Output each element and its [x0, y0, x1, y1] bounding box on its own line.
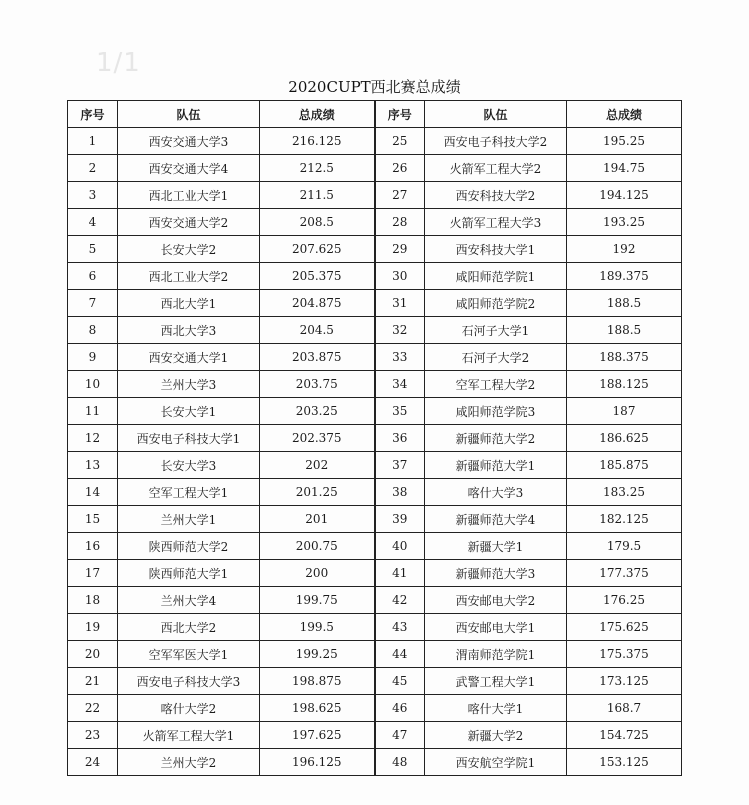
cell-team-left: 西北大学2 — [118, 614, 260, 641]
cell-team-left: 西安交通大学2 — [118, 209, 260, 236]
cell-team-right: 渭南师范学院1 — [425, 641, 567, 668]
cell-score-right: 175.375 — [567, 641, 682, 668]
cell-score-right: 194.75 — [567, 155, 682, 182]
table-row — [68, 452, 682, 479]
cell-score-left: 202 — [260, 452, 375, 479]
cell-rank-left: 17 — [68, 560, 118, 587]
cell-rank-left: 7 — [68, 290, 118, 317]
cell-team-right: 西安科技大学1 — [425, 236, 567, 263]
cell-score-right: 194.125 — [567, 182, 682, 209]
cell-score-left: 216.125 — [260, 128, 375, 155]
cell-rank-right: 38 — [375, 479, 425, 506]
cell-score-right: 195.25 — [567, 128, 682, 155]
table-row — [68, 317, 682, 344]
cell-rank-left: 3 — [68, 182, 118, 209]
cell-team-left: 空军军医大学1 — [118, 641, 260, 668]
cell-score-right: 188.375 — [567, 344, 682, 371]
cell-rank-right: 34 — [375, 371, 425, 398]
cell-rank-right: 43 — [375, 614, 425, 641]
cell-team-right: 咸阳师范学院2 — [425, 290, 567, 317]
cell-team-left: 西安交通大学4 — [118, 155, 260, 182]
cell-score-right: 189.375 — [567, 263, 682, 290]
cell-score-left: 207.625 — [260, 236, 375, 263]
cell-rank-left: 4 — [68, 209, 118, 236]
table-row — [68, 560, 682, 587]
header-score-left: 总成绩 — [260, 101, 375, 128]
cell-rank-left: 8 — [68, 317, 118, 344]
cell-team-left: 长安大学1 — [118, 398, 260, 425]
cell-team-right: 西安科技大学2 — [425, 182, 567, 209]
cell-rank-right: 30 — [375, 263, 425, 290]
cell-score-left: 198.625 — [260, 695, 375, 722]
results-table — [67, 100, 682, 776]
cell-score-left: 204.5 — [260, 317, 375, 344]
cell-rank-left: 16 — [68, 533, 118, 560]
cell-score-left: 202.375 — [260, 425, 375, 452]
cell-score-right: 182.125 — [567, 506, 682, 533]
cell-team-left: 空军工程大学1 — [118, 479, 260, 506]
cell-rank-left: 5 — [68, 236, 118, 263]
cell-team-right: 新疆师范大学4 — [425, 506, 567, 533]
cell-team-right: 新疆师范大学1 — [425, 452, 567, 479]
cell-team-right: 咸阳师范学院3 — [425, 398, 567, 425]
cell-rank-left: 22 — [68, 695, 118, 722]
cell-rank-right: 31 — [375, 290, 425, 317]
cell-rank-left: 10 — [68, 371, 118, 398]
cell-rank-left: 14 — [68, 479, 118, 506]
cell-rank-left: 9 — [68, 344, 118, 371]
cell-team-left: 兰州大学4 — [118, 587, 260, 614]
cell-score-right: 177.375 — [567, 560, 682, 587]
cell-score-left: 201 — [260, 506, 375, 533]
document-title: 2020CUPT西北赛总成绩 — [288, 78, 461, 96]
cell-team-left: 火箭军工程大学1 — [118, 722, 260, 749]
table-row — [68, 506, 682, 533]
cell-score-left: 203.875 — [260, 344, 375, 371]
header-score-right: 总成绩 — [567, 101, 682, 128]
cell-team-right: 喀什大学1 — [425, 695, 567, 722]
cell-rank-left: 15 — [68, 506, 118, 533]
header-team-left: 队伍 — [118, 101, 260, 128]
table-row — [68, 695, 682, 722]
cell-rank-left: 19 — [68, 614, 118, 641]
cell-score-right: 188.5 — [567, 290, 682, 317]
cell-team-right: 西安邮电大学2 — [425, 587, 567, 614]
cell-score-left: 208.5 — [260, 209, 375, 236]
cell-score-right: 153.125 — [567, 749, 682, 776]
cell-score-right: 173.125 — [567, 668, 682, 695]
cell-team-left: 西安电子科技大学3 — [118, 668, 260, 695]
table-row — [68, 587, 682, 614]
cell-team-left: 长安大学2 — [118, 236, 260, 263]
cell-rank-right: 46 — [375, 695, 425, 722]
cell-team-right: 新疆大学2 — [425, 722, 567, 749]
cell-score-left: 200 — [260, 560, 375, 587]
cell-rank-right: 36 — [375, 425, 425, 452]
table-row — [68, 641, 682, 668]
cell-score-left: 200.75 — [260, 533, 375, 560]
cell-score-right: 154.725 — [567, 722, 682, 749]
cell-team-left: 西安电子科技大学1 — [118, 425, 260, 452]
cell-score-right: 183.25 — [567, 479, 682, 506]
table-row — [68, 182, 682, 209]
table-row — [68, 533, 682, 560]
cell-team-right: 新疆师范大学3 — [425, 560, 567, 587]
cell-team-right: 喀什大学3 — [425, 479, 567, 506]
cell-score-left: 198.875 — [260, 668, 375, 695]
cell-team-right: 西安电子科技大学2 — [425, 128, 567, 155]
cell-rank-left: 2 — [68, 155, 118, 182]
cell-rank-right: 27 — [375, 182, 425, 209]
cell-score-right: 168.7 — [567, 695, 682, 722]
cell-score-left: 199.75 — [260, 587, 375, 614]
cell-rank-right: 32 — [375, 317, 425, 344]
cell-score-right: 175.625 — [567, 614, 682, 641]
header-team-right: 队伍 — [425, 101, 567, 128]
cell-score-left: 199.5 — [260, 614, 375, 641]
cell-rank-left: 6 — [68, 263, 118, 290]
cell-score-right: 186.625 — [567, 425, 682, 452]
cell-team-right: 新疆大学1 — [425, 533, 567, 560]
cell-team-right: 西安航空学院1 — [425, 749, 567, 776]
header-rank-right: 序号 — [375, 101, 425, 128]
page-counter: 1/1 — [96, 48, 141, 78]
cell-rank-left: 20 — [68, 641, 118, 668]
cell-rank-left: 21 — [68, 668, 118, 695]
cell-rank-right: 42 — [375, 587, 425, 614]
table-row — [68, 344, 682, 371]
table-row — [68, 749, 682, 776]
cell-team-left: 西北工业大学2 — [118, 263, 260, 290]
cell-score-left: 211.5 — [260, 182, 375, 209]
table-row — [68, 236, 682, 263]
cell-score-right: 192 — [567, 236, 682, 263]
cell-score-right: 193.25 — [567, 209, 682, 236]
cell-score-left: 201.25 — [260, 479, 375, 506]
cell-rank-right: 28 — [375, 209, 425, 236]
cell-rank-right: 45 — [375, 668, 425, 695]
cell-score-right: 187 — [567, 398, 682, 425]
cell-team-left: 西安交通大学1 — [118, 344, 260, 371]
cell-team-right: 石河子大学1 — [425, 317, 567, 344]
cell-score-right: 188.5 — [567, 317, 682, 344]
table-row — [68, 371, 682, 398]
cell-team-right: 咸阳师范学院1 — [425, 263, 567, 290]
cell-team-left: 喀什大学2 — [118, 695, 260, 722]
cell-team-right: 西安邮电大学1 — [425, 614, 567, 641]
table-row — [68, 722, 682, 749]
cell-rank-right: 37 — [375, 452, 425, 479]
table-header-row — [68, 101, 682, 128]
cell-team-left: 西安交通大学3 — [118, 128, 260, 155]
cell-rank-left: 1 — [68, 128, 118, 155]
table-body — [68, 128, 682, 776]
table-row — [68, 398, 682, 425]
cell-rank-right: 29 — [375, 236, 425, 263]
table-row — [68, 263, 682, 290]
table-row — [68, 479, 682, 506]
cell-rank-right: 44 — [375, 641, 425, 668]
cell-team-left: 西北大学3 — [118, 317, 260, 344]
cell-team-left: 西北大学1 — [118, 290, 260, 317]
cell-team-right: 火箭军工程大学2 — [425, 155, 567, 182]
cell-score-right: 179.5 — [567, 533, 682, 560]
cell-rank-right: 40 — [375, 533, 425, 560]
cell-team-right: 武警工程大学1 — [425, 668, 567, 695]
cell-rank-right: 35 — [375, 398, 425, 425]
cell-score-left: 205.375 — [260, 263, 375, 290]
cell-rank-left: 13 — [68, 452, 118, 479]
cell-team-left: 陕西师范大学2 — [118, 533, 260, 560]
table-row — [68, 128, 682, 155]
cell-rank-right: 48 — [375, 749, 425, 776]
cell-score-left: 204.875 — [260, 290, 375, 317]
cell-rank-left: 18 — [68, 587, 118, 614]
cell-rank-left: 11 — [68, 398, 118, 425]
cell-team-left: 长安大学3 — [118, 452, 260, 479]
cell-team-right: 空军工程大学2 — [425, 371, 567, 398]
table-row — [68, 614, 682, 641]
cell-rank-left: 12 — [68, 425, 118, 452]
cell-score-right: 185.875 — [567, 452, 682, 479]
cell-team-left: 兰州大学2 — [118, 749, 260, 776]
cell-rank-right: 25 — [375, 128, 425, 155]
cell-team-left: 兰州大学3 — [118, 371, 260, 398]
cell-score-right: 188.125 — [567, 371, 682, 398]
cell-score-left: 199.25 — [260, 641, 375, 668]
cell-team-left: 陕西师范大学1 — [118, 560, 260, 587]
cell-rank-right: 26 — [375, 155, 425, 182]
cell-score-left: 203.75 — [260, 371, 375, 398]
cell-team-left: 兰州大学1 — [118, 506, 260, 533]
cell-score-left: 203.25 — [260, 398, 375, 425]
header-rank-left: 序号 — [68, 101, 118, 128]
table-row — [68, 209, 682, 236]
table-row — [68, 155, 682, 182]
cell-score-left: 212.5 — [260, 155, 375, 182]
cell-rank-right: 47 — [375, 722, 425, 749]
table-row — [68, 290, 682, 317]
cell-team-right: 新疆师范大学2 — [425, 425, 567, 452]
cell-score-right: 176.25 — [567, 587, 682, 614]
table-row — [68, 425, 682, 452]
cell-rank-right: 39 — [375, 506, 425, 533]
cell-rank-right: 33 — [375, 344, 425, 371]
cell-rank-left: 24 — [68, 749, 118, 776]
cell-team-right: 火箭军工程大学3 — [425, 209, 567, 236]
cell-score-left: 197.625 — [260, 722, 375, 749]
table-row — [68, 668, 682, 695]
cell-rank-left: 23 — [68, 722, 118, 749]
cell-score-left: 196.125 — [260, 749, 375, 776]
cell-team-right: 石河子大学2 — [425, 344, 567, 371]
cell-team-left: 西北工业大学1 — [118, 182, 260, 209]
cell-rank-right: 41 — [375, 560, 425, 587]
